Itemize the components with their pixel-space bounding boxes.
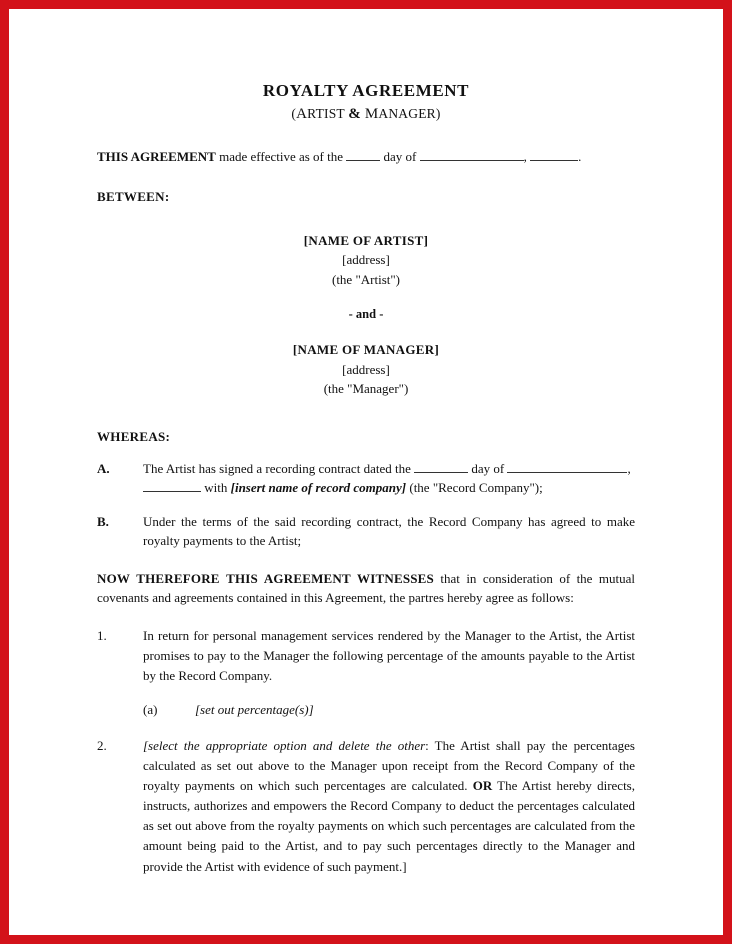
blank-year-field[interactable] bbox=[530, 160, 578, 161]
intro-text-1: made effective as of the bbox=[215, 149, 347, 164]
whereas-label: WHEREAS: bbox=[97, 428, 171, 444]
recital-a-text-mid: day of bbox=[468, 460, 508, 476]
artist-address-placeholder: [address] bbox=[342, 252, 390, 268]
recital-a-day-blank[interactable] bbox=[414, 472, 468, 473]
clause-marker-1: 1. bbox=[97, 627, 107, 643]
clause-item-2 bbox=[97, 736, 635, 877]
subtitle-manager-rest: ANAGER bbox=[378, 106, 436, 121]
now-therefore-paragraph bbox=[97, 569, 635, 608]
blank-day-field[interactable] bbox=[346, 160, 380, 161]
clause-2-or-word: OR bbox=[472, 778, 493, 794]
recital-body-b: Under the terms of the said recording contract, the Record Company has agreed to make royalty payments to the Artist; bbox=[143, 513, 635, 549]
intro-lead: THIS AGREEMENT bbox=[97, 149, 216, 164]
subtitle-open-paren: ( bbox=[291, 106, 297, 121]
clause-2-italic-lead: [select the appropriate option and delete the other bbox=[143, 737, 426, 753]
artist-descriptor: (the "Artist") bbox=[331, 271, 400, 287]
recital-a-line2-after: (the "Record Company"); bbox=[406, 480, 543, 496]
manager-address-placeholder: [address] bbox=[342, 361, 390, 377]
subtitle-ampersand: & bbox=[348, 106, 361, 122]
manager-descriptor: (the "Manager") bbox=[323, 381, 409, 397]
page-title: ROYALTY AGREEMENT bbox=[262, 81, 470, 100]
recital-body-a bbox=[143, 459, 635, 498]
subtitle-manager-cap: M bbox=[360, 106, 379, 122]
clause-marker-2: 2. bbox=[97, 737, 107, 753]
and-separator: - and - bbox=[348, 307, 384, 322]
recital-a-line2-before: with bbox=[201, 480, 231, 496]
artist-name-placeholder: [NAME OF ARTIST] bbox=[303, 232, 429, 248]
intro-text-2: day of bbox=[380, 149, 420, 164]
recital-a-text-after: , bbox=[627, 460, 631, 476]
subtitle-close-paren: ) bbox=[435, 106, 441, 121]
recital-a-company-placeholder: [insert name of record company] bbox=[230, 480, 407, 496]
clause-2-text-2: The Artist hereby directs, instructs, authorizes and empowers the Record Company to deduct the percentages calculated as set out above from the royalty payments on which such percentages are calculated from the amount being paid to the Artist, and to pay such percentages directly to the Manager and provide the Artist with evidence of such payment.] bbox=[143, 778, 635, 874]
between-label: BETWEEN: bbox=[97, 188, 170, 204]
document-sheet bbox=[9, 9, 723, 935]
party-manager-block bbox=[97, 340, 635, 399]
sub-clause-body-a: [set out percentage(s)] bbox=[195, 702, 314, 718]
recital-item-a bbox=[97, 459, 635, 498]
recital-item-b bbox=[97, 512, 635, 551]
recital-marker-b: B. bbox=[97, 513, 109, 529]
now-therefore-lead: NOW THEREFORE THIS AGREEMENT WITNESSES bbox=[97, 570, 434, 586]
sub-clause-marker-a: (a) bbox=[143, 702, 158, 718]
agreement-intro-line bbox=[97, 148, 635, 167]
now-therefore-text: that in consideration of the mutual covenants and agreements contained in this Agreement, the partres hereby agree as follows: bbox=[97, 570, 635, 606]
sub-clause-a bbox=[143, 700, 635, 720]
recital-a-year-blank[interactable] bbox=[143, 491, 201, 492]
intro-text-4: . bbox=[578, 149, 582, 164]
document-subtitle bbox=[97, 106, 635, 123]
clause-body-1: In return for personal management services rendered by the Manager to the Artist, the Artist promises to pay to the Manager the following percentage of the amounts payable to the Artist by the Record Company. bbox=[143, 627, 635, 684]
subtitle-artist-rest: RTIST bbox=[307, 106, 349, 121]
intro-text-3: , bbox=[523, 149, 531, 164]
blank-month-field[interactable] bbox=[420, 160, 524, 161]
clause-2-text-1: : The Artist shall pay the percentages calculated as set out above to the Manager upon receipt from the Record Company of the royalty payments on which such percentages are calculated. bbox=[143, 737, 635, 794]
party-artist-block bbox=[97, 231, 635, 290]
subtitle-artist-cap: A bbox=[296, 106, 308, 122]
manager-name-placeholder: [NAME OF MANAGER] bbox=[292, 342, 440, 358]
recital-a-text-before: The Artist has signed a recording contract dated the bbox=[143, 460, 415, 476]
recital-marker-a: A. bbox=[97, 460, 110, 476]
recital-a-month-blank[interactable] bbox=[507, 472, 627, 473]
clause-body-2 bbox=[143, 736, 635, 877]
clause-item-1 bbox=[97, 626, 635, 686]
